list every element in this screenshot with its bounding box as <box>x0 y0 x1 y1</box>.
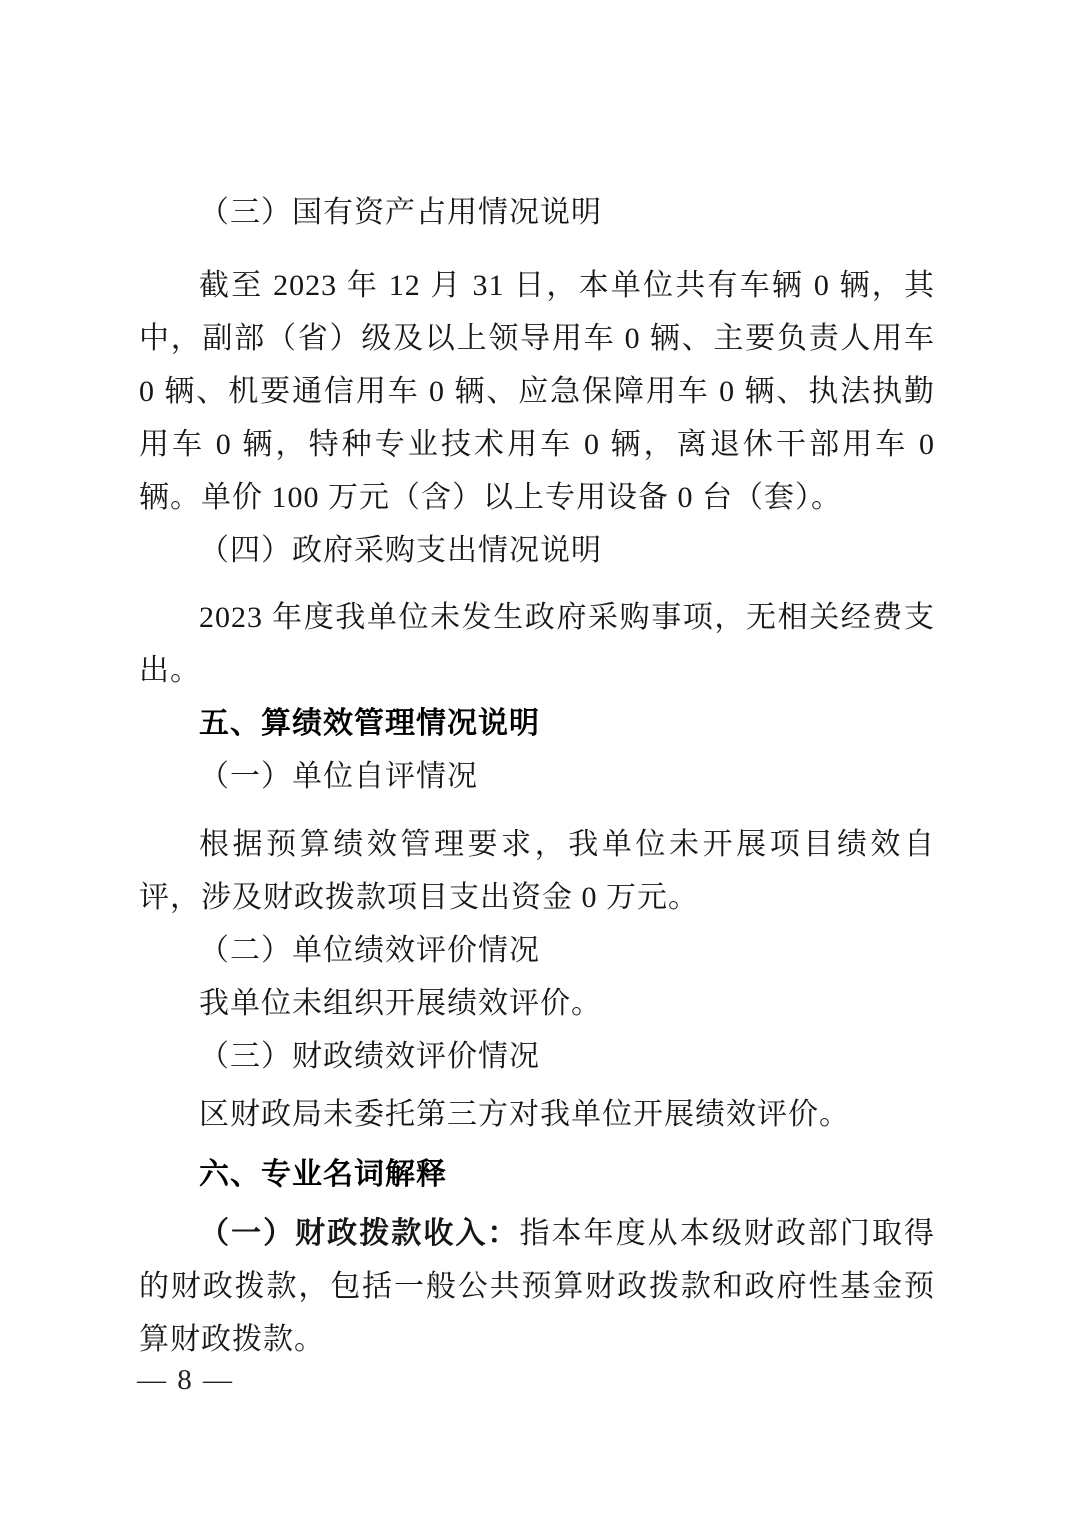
paragraph-gov-procurement: 2023 年度我单位未发生政府采购事项，无相关经费支出。 <box>139 601 935 687</box>
paragraph-state-assets: 截至 2023 年 12 月 31 日，本单位共有车辆 0 辆，其中，副部（省）级及以上领导用车 0 辆、主要负责人用车 0 辆、机要通信用车 0 辆、应急保障用车 0 辆、执法执勤用车 0 辆，特种专业技术用车 0 辆，离退休干部用车 0 辆。单价 100 万元（含）以上专用设备 0 台（套）。 <box>139 269 935 514</box>
subheading-gov-procurement: （四）政府采购支出情况说明 <box>199 534 602 567</box>
chapter-heading-performance-management: 五、算绩效管理情况说明 <box>199 707 540 740</box>
term-definition: 指本年度从本级财政部门取得的财政拨款，包括一般公共预算财政拨款和政府性基金预算财政拨款。 <box>139 1217 936 1356</box>
subheading-unit-performance-evaluation: （二）单位绩效评价情况 <box>199 934 540 967</box>
document-body <box>139 186 935 1366</box>
term-lead: （一）财政拨款收入： <box>199 1217 520 1250</box>
paragraph-self-evaluation: 根据预算绩效管理要求，我单位未开展项目绩效自评，涉及财政拨款项目支出资金 0 万元。 <box>139 828 935 914</box>
page-number: — 8 — <box>137 1364 234 1396</box>
subheading-self-evaluation: （一）单位自评情况 <box>199 760 478 793</box>
paragraph-term-fiscal-appropriation <box>139 1207 935 1366</box>
paragraph-fiscal-performance-evaluation: 区财政局未委托第三方对我单位开展绩效评价。 <box>199 1098 850 1131</box>
paragraph-unit-performance-evaluation: 我单位未组织开展绩效评价。 <box>199 987 602 1020</box>
subheading-fiscal-performance-evaluation: （三）财政绩效评价情况 <box>199 1040 540 1073</box>
chapter-heading-terminology: 六、专业名词解释 <box>199 1158 447 1191</box>
subheading-state-assets: （三）国有资产占用情况说明 <box>199 196 602 229</box>
